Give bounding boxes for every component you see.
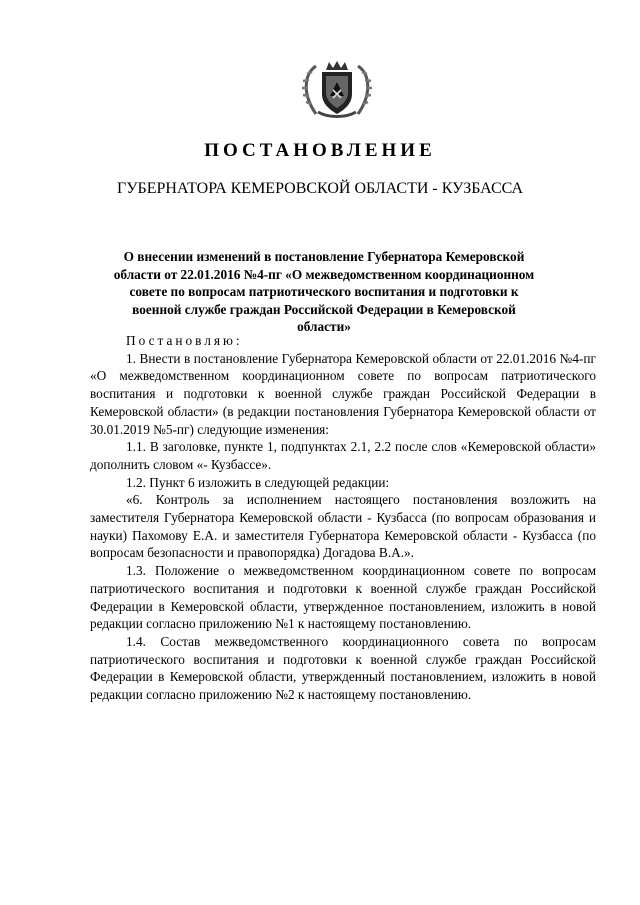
decree-word: Постановляю: xyxy=(126,333,243,348)
paragraph-1-4: 1.4. Состав межведомственного координационного совета по вопросам патриотического воспитания и подготовки к военной службе граждан Российской Федерации в Кемеровской области, утвержденный постановлением, изложить в новой редакции согласно приложению №2 к настоящему постановлению. xyxy=(90,633,596,703)
paragraph-1-1: 1.1. В заголовке, пункте 1, подпунктах 2.1, 2.2 после слов «Кемеровской области» дополнить словом «- Кузбассе». xyxy=(90,439,596,472)
document-issuer: ГУБЕРНАТОРА КЕМЕРОВСКОЙ ОБЛАСТИ - КУЗБАССА xyxy=(116,180,524,197)
document-type-title: ПОСТАНОВЛЕНИЕ xyxy=(204,140,436,161)
document-subject: О внесении изменений в постановление Губернатора Кемеровской области от 22.01.2016 №4-пг «О межведомственном координационном совете по вопросам патриотического воспитания и подготовки к военной службе граждан Российской Федерации в Кемеровской области» xyxy=(113,249,535,334)
paragraph-1: 1. Внести в постановление Губернатора Кемеровской области от 22.01.2016 №4-пг «О межведомственном координационном совете по вопросам патриотического воспитания и подготовки к военной службе граждан Российской Федерации в Кемеровской области» (в редакции постановления Губернатора Кемеровской области от 30.01.2019 №5-пг) следующие изменения: xyxy=(90,350,596,437)
coat-of-arms-icon xyxy=(294,60,380,118)
paragraph-1-2: 1.2. Пункт 6 изложить в следующей редакции: xyxy=(126,474,390,490)
document-body xyxy=(90,332,596,704)
paragraph-1-3: 1.3. Положение о межведомственном координационном совете по вопросам патриотического воспитания и подготовки к военной службе граждан Российской Федерации в Кемеровской области, утвержденное постановлением, изложить в новой редакции согласно приложению №1 к настоящему постановлению. xyxy=(90,563,596,632)
paragraph-6-quote: «6. Контроль за исполнением настоящего постановления возложить на заместителя Губернатора Кемеровской области - Кузбасса (по вопросам образования и науки) Пахомову Е.А. и заместителя Губернатора Кемеровской области - Кузбасса (по вопросам безопасности и правопорядка) Догадова В.А.». xyxy=(90,492,596,561)
